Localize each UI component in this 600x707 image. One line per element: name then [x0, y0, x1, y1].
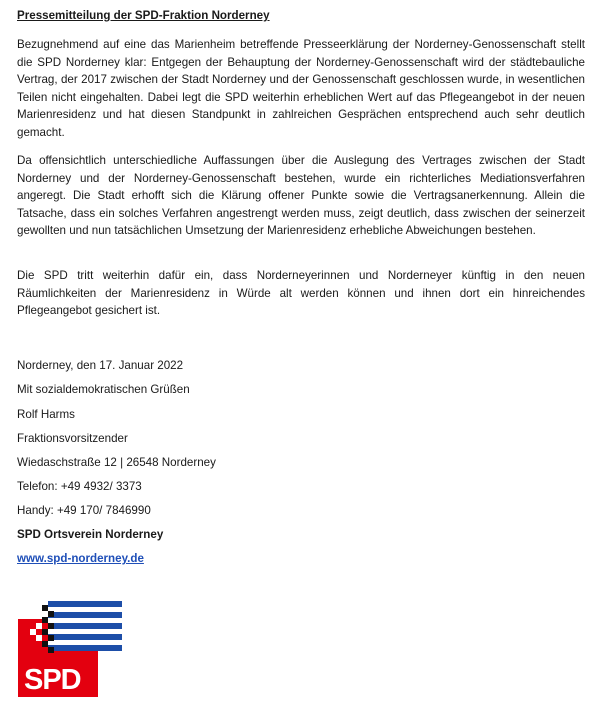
paragraph-2: Da offensichtlich unterschiedliche Auffassungen über die Auslegung des Vertrages zwischen der Stadt Norderney und der Norderney-Genossenschaft bestehen, wurde ein richterliches Mediationsverfahren angeregt. Die Stadt erhofft sich die Klärung offener Punkte sowie die Vertragsanerkennung. Allein die Tatsache, dass ein solches Verfahren angestrengt werden muss, zeigt deutlich, dass zwischen der seinerzeit gewollten und nun tatsächlichen Umsetzung der Marienresidenz erhebliche Abweichungen bestehen. — [17, 154, 585, 238]
signer-name: Rolf Harms — [17, 408, 75, 421]
logo-spd-text: SPD — [24, 664, 81, 696]
closing-greeting: Mit sozialdemokratischen Grüßen — [17, 383, 190, 396]
website-link[interactable]: www.spd-norderney.de — [17, 552, 144, 565]
phone-number: Telefon: +49 4932/ 3373 — [17, 480, 142, 493]
paragraph-3: Die SPD tritt weiterhin dafür ein, dass Norderneyerinnen und Norderneyer künftig in den neuen Räumlichkeiten der Marienresidenz in Würde alt werden können und ihnen dort ein hinreichendes Pflegeangebot gesichert ist. — [17, 269, 585, 318]
document-title: Pressemitteilung der SPD-Fraktion Norderney — [17, 9, 270, 22]
postal-address: Wiedaschstraße 12 | 26548 Norderney — [17, 456, 216, 469]
signer-role: Fraktionsvorsitzender — [17, 432, 128, 445]
spd-norderney-logo — [18, 601, 122, 697]
mobile-number: Handy: +49 170/ 7846990 — [17, 504, 151, 517]
paragraph-1: Bezugnehmend auf eine das Marienheim betreffende Presseerklärung der Norderney-Genossenschaft stellt die SPD Norderney klar: Entgegen der Behauptung der Norderney-Genossenschaft wird der städtebauliche Vertrag, der 2017 zwischen der Stadt Norderney und der Genossenschaft geschlossen wurde, in wesentlichen Teilen nicht eingehalten. Dabei legt die SPD weiterhin erheblichen Wert auf das Pflegeangebot in der neuen Marienresidenz und hat diesen Standpunkt in zahlreichen Gesprächen entsprechend auch sehr deutlich gemacht. — [17, 38, 585, 139]
date-line: Norderney, den 17. Januar 2022 — [17, 359, 184, 372]
organization-name: SPD Ortsverein Norderney — [17, 528, 164, 541]
